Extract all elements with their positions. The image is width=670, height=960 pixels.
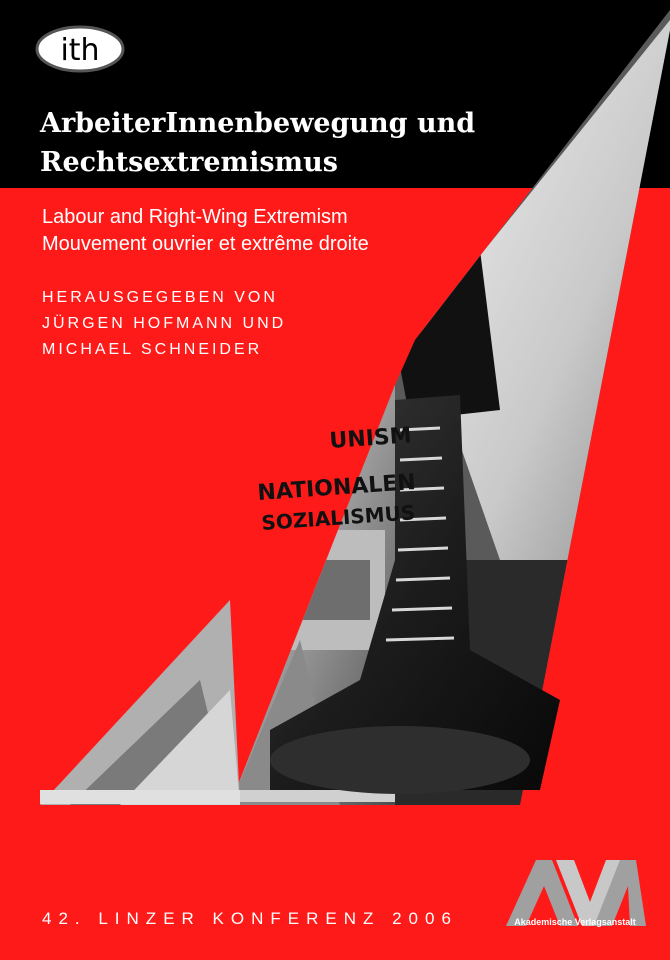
editors-line-3: MICHAEL SCHNEIDER: [42, 341, 263, 358]
editors-line-2: JÜRGEN HOFMANN UND: [42, 315, 287, 332]
logo-text: ith: [60, 33, 100, 68]
ith-logo: [34, 24, 126, 74]
title-line-1: ArbeiterInnenbewegung und: [40, 108, 476, 139]
title-line-2: Rechtsextremismus: [40, 147, 338, 178]
sign-text-2: NATIONALEN: [256, 469, 417, 506]
subtitle: [42, 204, 369, 258]
editors-line-1: HERAUSGEGEBEN VON: [42, 289, 278, 306]
subtitle-french: Mouvement ouvrier et extrême droite: [42, 233, 369, 255]
publisher-label: Akademische Verlagsanstalt: [514, 917, 636, 927]
sign-text-1: UNISM: [328, 423, 413, 454]
book-title: [40, 104, 480, 182]
editors: [42, 285, 286, 363]
conference-label: 42. LINZER KONFERENZ 2006: [42, 909, 458, 928]
subtitle-english: Labour and Right-Wing Extremism: [42, 206, 348, 228]
sign-text-3: SOZIALISMUS: [260, 500, 416, 535]
